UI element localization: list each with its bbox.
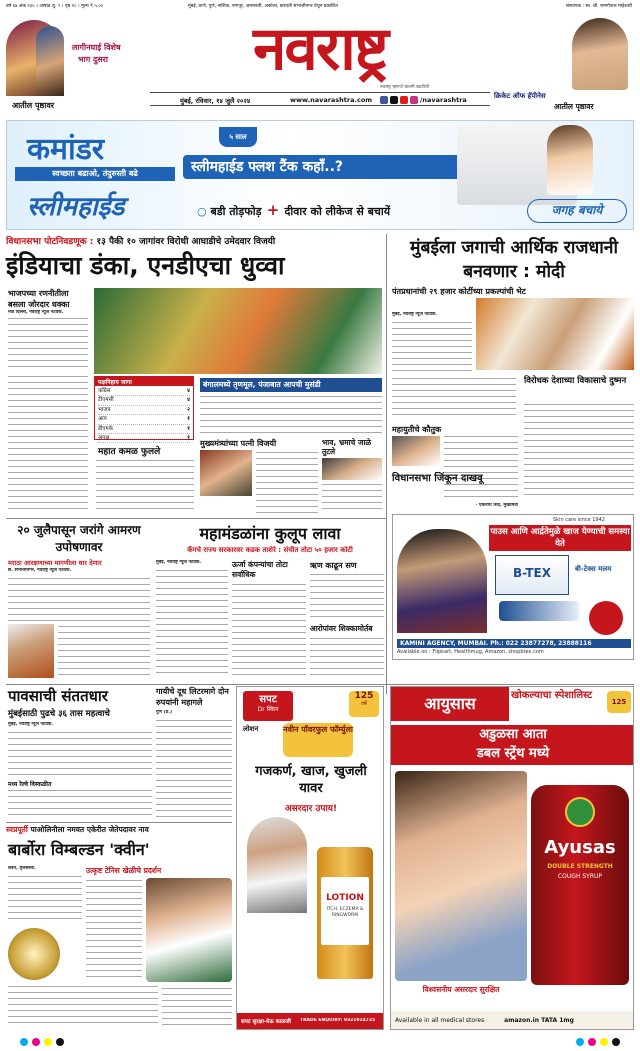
reg-mark-magenta-r [588,1038,596,1046]
seat-count: १ [187,435,190,442]
tagline: नवराष्ट्र म्हणजे बातमी खात्रीची [380,85,429,90]
modi-headline: मुंबईला जगाची आर्थिक राजधानी बनवणार : मोदी [410,238,618,282]
seat-count: ४ [187,388,190,394]
modi-photo [476,298,634,370]
sapat-new-formula: नवीन पॉवरफुल फॉर्म्युला [283,723,353,757]
right-promo[interactable] [494,12,634,112]
rain-sub: मुंबईसाठी पुढचे ३६ तास महत्वाचे [8,709,110,719]
lead-kicker [6,234,378,248]
ayusas-trust: विश्वसनीय असरदार सुरक्षित [422,985,500,994]
seat-count: २ [187,406,190,413]
sapat-brand: सपट [259,694,277,705]
wimbledon-dateline: लंडन, वृत्तसंस्था. [8,866,36,871]
right-promo-title: क्रिकेट ऑफ हॅपीनेस [494,92,546,100]
lead-photo [94,288,382,374]
reg-mark-cyan-r [576,1038,584,1046]
modi-body-1 [392,320,472,374]
facebook-icon[interactable] [380,96,388,104]
masthead-logo: नवराष्ट्र [253,14,387,84]
btex-company: KAMINI AGENCY, MUMBAI. Ph.: 022 23877278, 23888116 [397,639,631,648]
sapat-type: लोशन [243,725,259,733]
top-ad-commander[interactable] [6,120,634,230]
ad-question: स्लीमहाईड फ्लश टैंक कहाँ..? [183,155,463,179]
cm-wife-head: मुख्यमंत्र्यांच्या पत्नी विजयी [200,439,277,448]
btex-head: पाउस आणि आर्द्रतेमुळे खाज येण्याची समस्या येते [490,527,630,549]
bengal-body [200,394,382,434]
kicker-text: १३ पैकी १० जागांवर विरोधी आघाडीचे उमेदवार विजयी [96,237,276,247]
seat-party: आप [98,416,107,423]
column-rule [386,234,387,694]
jarange-sub: मराठा आरक्षणाच्या मागणीला धार देणार [8,559,102,567]
seat-row [98,425,190,434]
sapat-ad[interactable] [236,686,384,1030]
ayusas-available: Available in all medical stores [395,1017,485,1024]
rain-body [8,730,152,778]
ad-badge: ५ साल [219,127,257,147]
left-promo-photo-2 [36,26,64,96]
seat-table [94,376,194,440]
btex-ambassador [397,529,487,633]
website-link[interactable]: www.navarashtra.com [290,96,373,104]
ad-pitch-b: दीवार को लीकेज से बचायें [284,205,391,218]
ayusas-bottle-sub: DOUBLE STRENGTH [547,863,613,870]
wimbledon-headline: बार्बोरा विम्बल्डन 'क्वीन' [8,840,150,859]
modi-dateline: मुंबई, नवराष्ट्र न्यूज नेटवर्क. [392,312,438,317]
modi-sub: पंतप्रधानांची २९ हजार कोटींच्या प्रकल्पांची भेट [392,287,526,296]
ayusas-child-photo [395,771,527,981]
sapat-head: गजकर्ण, खाज, खुजली यावर [255,764,367,796]
virodhak-body [524,402,634,500]
seat-row [98,406,190,415]
sapat-badge-label: वर्षे [361,701,367,707]
lead-body-col-2 [8,374,88,514]
ayusas-head-b: डबल स्ट्रेंथ मध्ये [476,746,550,761]
btex-brand: B-TEX [513,566,551,580]
reg-mark-black [56,1038,64,1046]
jarange-headline: २० जुलैपासून जरांगे आमरण उपोषणावर [17,523,141,554]
ayusas-vendors: amazon.in TATA 1mg [504,1017,574,1024]
btex-ad[interactable] [392,514,634,660]
rain-box-body [8,788,152,816]
founder: संस्थापक : स्व. श्री. रामगोपाल माहेश्वरी [565,4,632,9]
wimbledon-box-body [86,878,142,980]
seat-count: १ [187,416,190,423]
x-icon[interactable] [390,96,398,104]
left-promo[interactable] [6,12,146,112]
seat-rows [95,386,193,444]
sapat-doctor-photo [247,817,307,913]
milk-headline: गायीचे दूध लिटरमागे दोन रुपयांनी महागले [156,687,229,707]
social-handle[interactable]: /navarashtra [420,96,467,104]
seat-count: ४ [187,397,190,404]
jarange-body-2 [58,624,150,678]
mahatma-body [96,458,194,514]
reg-mark-yellow [44,1038,52,1046]
seat-table-title: पक्षनिहाय जागा [95,377,193,386]
mahamandal-dateline: मुंबई, नवराष्ट्र न्यूज नेटवर्क. [156,560,202,565]
btex-stores: Available on : Flipkart, Healthmug, Amazon, shopbtex.com [397,649,544,655]
ad-pitch-row [197,199,497,221]
ayusas-leaf-icon [565,797,595,827]
sapat-badge [349,691,379,717]
seat-party: डीएमके [98,425,113,432]
sapat-bottle-label [321,877,369,945]
cm-wife-body [256,450,318,514]
seat-party: भाजप [98,406,111,413]
rain-box: मध्य रेल्वे विस्कळीत [8,781,52,788]
lead-dateline: नवी दिल्ली, नवराष्ट्र न्यूज नेटवर्क. [8,310,64,315]
sapat-effect: असरदार उपाय! [284,804,338,814]
row-rule-1 [6,518,386,519]
bengal-head: बंगालमध्ये तृणमूल, पंजाबात आपची मुसंडी [200,378,382,392]
dateline-bar [150,92,490,106]
reg-mark-cyan [20,1038,28,1046]
seat-row [98,415,190,424]
ayusas-125-badge: 125 [607,691,631,713]
btex-seal-icon [589,601,623,635]
sapat-logo [243,691,293,721]
vidhan-head: विधानसभा जिंकून दाखवू [392,473,483,484]
seat-party: अपक्ष [98,435,110,442]
reg-mark-black-r [612,1038,620,1046]
modi-body-2 [392,376,516,420]
mahayuti-photo [392,436,440,466]
reg-mark-magenta [32,1038,40,1046]
seat-party: टीएमसी [98,397,114,404]
left-promo-tag: आतील पृष्ठावर [12,101,55,110]
milk-dateline: पुणे (प्र.) [156,710,173,715]
jarange-photo [8,624,54,678]
ad-brand: कमांडर [27,132,105,167]
bhaav-body [322,482,382,514]
btex-tagline: Skin care since 1942 [553,517,605,523]
right-promo-tag: आतील पृष्ठावर [554,102,594,111]
ayusas-head [391,725,634,765]
left-promo-sub: भाग दुसरा [78,55,108,64]
jarange-body-1 [8,576,150,622]
mahamandal-body [156,568,228,678]
kicker-label: विधानसभा पोटनिवडणूक : [6,237,94,247]
sapat-bottle-title: LOTION [326,893,364,903]
seat-row [98,434,190,443]
mahamandal-box-2: ऋण काढून सण [310,561,357,570]
lead-headline: इंडियाचा डंका, एनडीएचा धुव्वा [6,251,285,280]
ad-slogan: स्वच्छता बढाओ, तंदुरुस्ती बढे [15,167,175,181]
seat-row [98,396,190,405]
wimbledon-body-1 [8,874,82,924]
btex-tube [499,601,579,621]
swapnapurti-kicker: स्वप्नपूर्ती [6,825,28,834]
mahamandal-box-1-body [232,582,306,678]
left-promo-title: लागीनघाई विशेष [72,43,121,52]
sapat-footer-text: सपट सुरक्षा-घेऊ काळजी [241,1019,291,1025]
btex-caption: बी-टेक्स मलम [575,565,612,573]
btex-pack [495,555,569,595]
sapat-bottle [317,847,373,979]
topline-right: मुंबई, ठाणे, पुणे, नाशिक, नागपूर, अमरावती, अकोला, छत्रपती संभाजीनगर येथून प्रकाशित [188,4,338,9]
lead-body-col-1 [8,316,88,370]
instagram-icon[interactable] [410,96,418,104]
row-rule-2 [6,684,634,685]
rain-headline: पावसाची संततधार [8,687,108,705]
topline-left: वर्ष ६७ अंक २३५ । आषाढ शु. ९ । पृष्ठ १८ । मूल्य ₹ ५.०० [6,4,104,9]
ayusas-head-a: अडुळसा आता [479,727,547,742]
wimbledon-photo [146,878,232,982]
ad-child-photo [547,125,593,195]
ad-save-space: जगह बचाये [527,199,627,223]
sapat-badge-num: 125 [354,691,374,701]
social-icons [378,96,418,104]
wimbledon-box: उत्कृष्ट टेनिस खेळीचे प्रदर्शन [86,866,162,875]
pitch-icon: ○ [197,205,211,218]
youtube-icon[interactable] [400,96,408,104]
rain-dateline: मुंबई, नवराष्ट्र न्यूज नेटवर्क. [8,722,54,727]
vidhan-byline: - एकनाथ शिंदे, मुख्यमंत्री [475,503,518,508]
wimbledon-trophy-icon [8,928,60,980]
swapnapurti-head: पाओलिनीला नमवत एकेरीत जेतेपदावर नाव [30,825,149,834]
ayusas-bottle-sub2: COUGH SYRUP [557,873,603,880]
seat-party: काँग्रेस [98,388,111,394]
masthead [0,0,640,116]
plus-icon: + [261,201,285,219]
seat-row [98,387,190,396]
mahamandal-box-1: ऊर्जा कंपन्यांचा तोटा सर्वाधिक [232,560,288,579]
bhaav-photo [322,458,382,480]
mahamandal-sub: कॅगचे राज्य सरकारवर कडक ताशेरे : संचीत तोटा ५० हजार कोटी [187,546,353,554]
ayusas-bottle [531,785,629,985]
right-promo-photo [572,18,628,90]
mahayuti-body [444,434,518,500]
swapnapurti-bar [6,822,232,836]
mahamandal-headline: महामंडळांना कुलूप लावा [199,524,341,543]
mahamandal-box-2-body [310,572,384,620]
mahatma-head: महात कमळ फुलले [98,447,161,457]
seat-count: १ [187,425,190,432]
sapat-sub: Dr स्किन [257,706,279,713]
ayusas-bottle-brand: Ayusas [544,837,616,858]
sapat-bottle-sub: ITCH, ECZEMA & RINGWORM [326,907,364,918]
registration-strip [0,1038,640,1048]
mahamandal-box-3-body [310,636,384,678]
reg-mark-yellow-r [600,1038,608,1046]
issue-date: मुंबई, रविवार, १४ जुलै २०२४ [180,97,251,105]
ad-product: स्लीमहाईड [27,192,125,222]
wimbledon-body-3 [162,986,232,1028]
milk-body [156,718,232,818]
mahayuti-head: महायुतीचे कौतुक [392,425,442,434]
bhaav-head: भाव, भ्रमाचे जाळे तुटले [322,438,372,456]
ayusas-badge: खोकल्याचा स्पेशालिस्ट [511,690,593,701]
sapat-trade: TRADE ENQUIRY: 9321914725 [300,1018,376,1023]
mahamandal-box-3: आरोपांवर शिक्कामोर्तब [310,624,373,633]
wimbledon-body-2 [8,984,158,1028]
virodhak-head: विरोधक देशाच्या विकासाचे दुष्मन [524,376,627,386]
ayusas-footer [391,1011,634,1030]
jarange-dateline: छ. संभाजीनगर, नवराष्ट्र न्यूज नेटवर्क. [8,568,72,573]
ayusas-brand: आयुसास [391,687,509,721]
lead-side-head: भाजपच्या रणनीतीला बसला जोरदार धक्का [8,289,70,309]
ad-pitch-a: बडी तोड़फोड़ [210,205,262,218]
cm-wife-photo [200,450,252,496]
ayusas-ad[interactable] [390,686,634,1030]
